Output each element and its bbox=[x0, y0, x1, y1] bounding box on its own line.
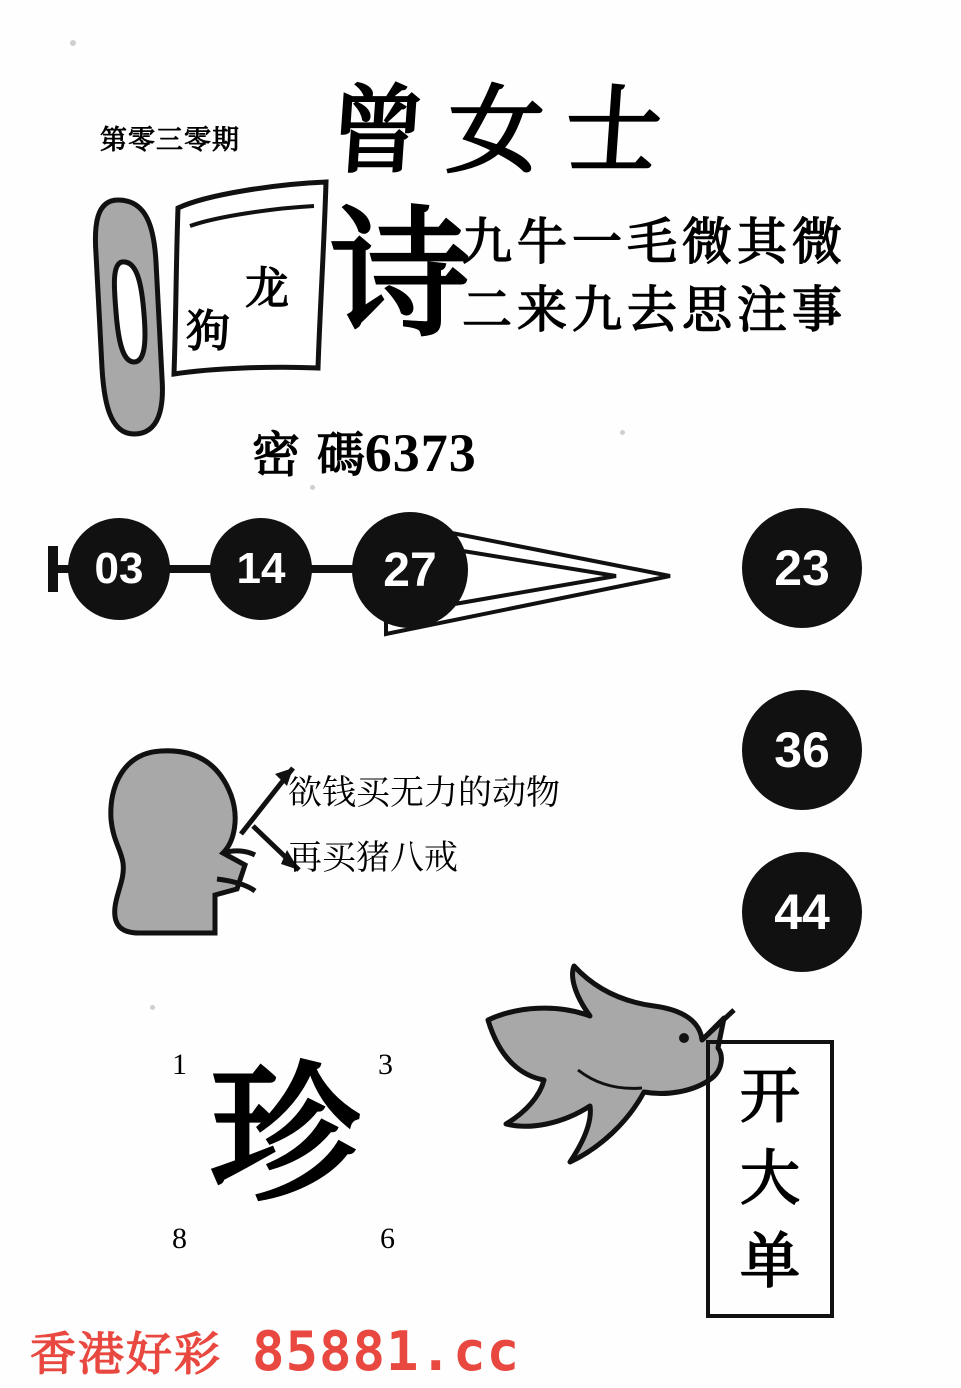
poem-line-1: 九牛一毛微其微 bbox=[462, 212, 847, 271]
speck bbox=[70, 40, 76, 46]
code-label: 密 碼 bbox=[252, 427, 365, 483]
footer-url[interactable]: 85881.cc bbox=[252, 1320, 521, 1383]
zodiac-hint-1: 龙 bbox=[245, 263, 289, 314]
number-ball bbox=[352, 512, 468, 628]
speck bbox=[310, 485, 315, 490]
issue-label: 第零三零期 bbox=[100, 125, 240, 156]
vertical-text-box bbox=[706, 1040, 834, 1318]
number-ball-value: 03 bbox=[94, 544, 144, 593]
number-ball-value: 23 bbox=[774, 540, 830, 596]
center-character: 珍 bbox=[210, 1047, 361, 1223]
vertical-char: 开 bbox=[740, 1061, 800, 1132]
hint-line-1: 欲钱买无力的动物 bbox=[288, 773, 560, 813]
footer-site-name: 香港好彩 bbox=[30, 1327, 222, 1381]
corner-number: 6 bbox=[380, 1222, 395, 1255]
speck bbox=[620, 430, 625, 435]
corner-number: 3 bbox=[378, 1048, 393, 1081]
poem-lines bbox=[462, 208, 847, 343]
code-value: 6373 bbox=[364, 423, 477, 483]
poem-line-2: 二来九去思注事 bbox=[462, 279, 847, 339]
number-ball bbox=[68, 518, 170, 620]
vertical-char: 单 bbox=[740, 1226, 800, 1297]
number-ball bbox=[742, 508, 862, 628]
number-ball bbox=[210, 518, 312, 620]
code-line bbox=[252, 416, 477, 485]
page-title: 曾女士 bbox=[325, 74, 688, 187]
speck bbox=[150, 1005, 155, 1010]
vertical-char: 大 bbox=[740, 1144, 800, 1214]
number-ball bbox=[742, 690, 862, 810]
number-ball bbox=[742, 852, 862, 972]
number-ball-value: 36 bbox=[774, 722, 830, 778]
hint-line-2: 再买猪八戒 bbox=[288, 838, 458, 878]
number-ball-value: 44 bbox=[774, 884, 830, 940]
ball-connector bbox=[48, 546, 58, 592]
zodiac-hint-2: 狗 bbox=[186, 306, 230, 357]
corner-number: 8 bbox=[172, 1222, 187, 1255]
topic-character: 诗 bbox=[330, 193, 471, 357]
number-ball-value: 14 bbox=[236, 544, 286, 593]
corner-number: 1 bbox=[172, 1048, 187, 1081]
number-ball-value: 27 bbox=[383, 543, 437, 597]
footer bbox=[30, 1318, 520, 1384]
